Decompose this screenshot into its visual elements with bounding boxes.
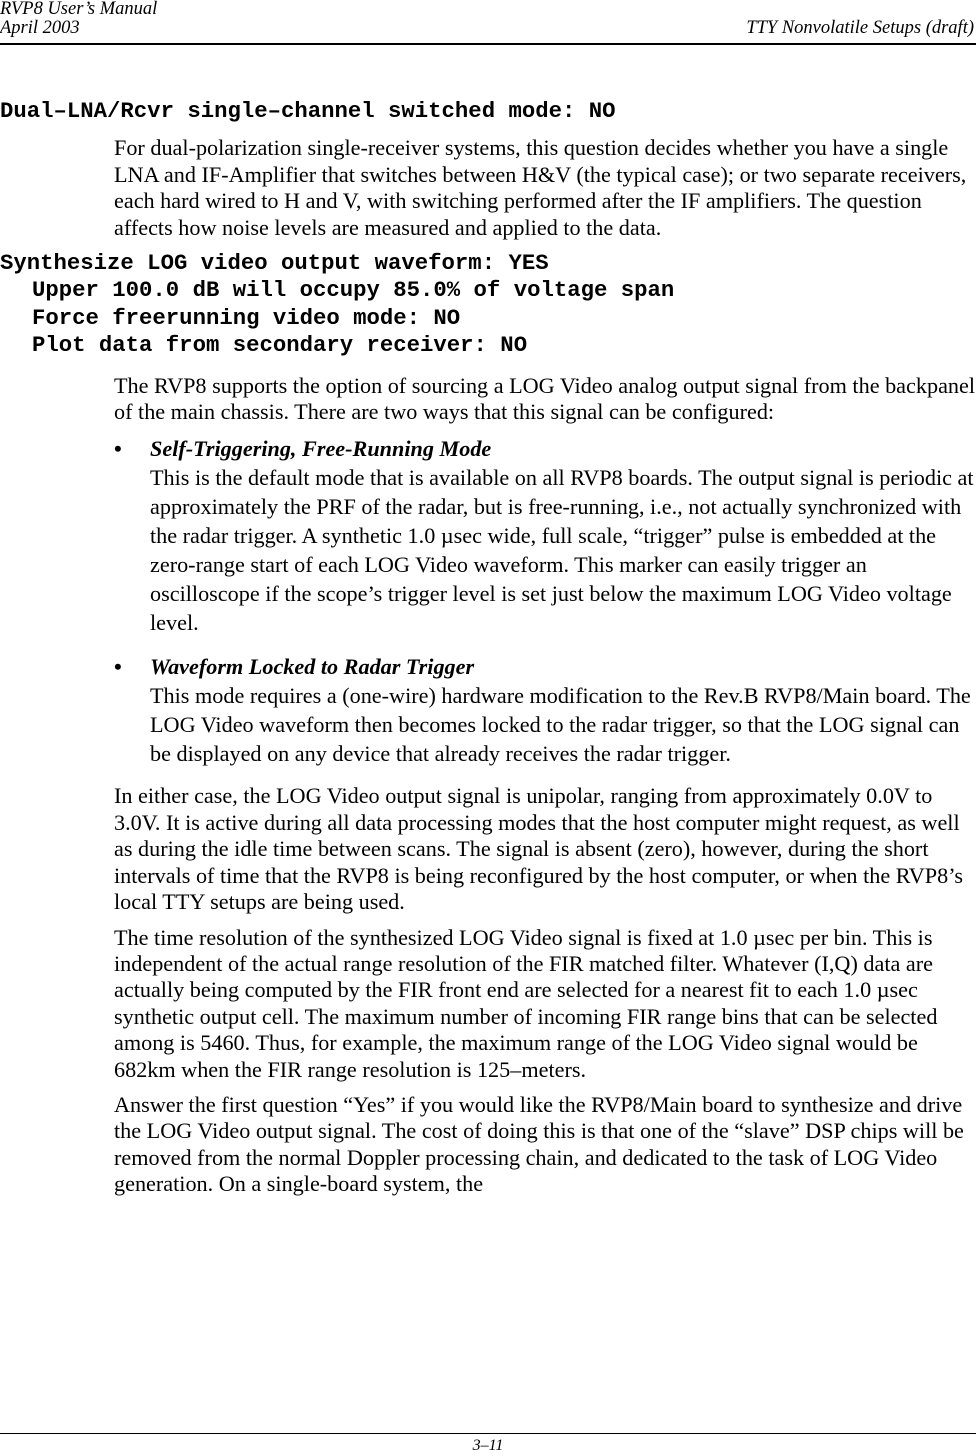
bullet-text: This mode requires a (one-wire) hardware modification to the Rev.B RVP8/Main board. The LOG Video waveform then becomes locked to the radar trigger, so that the LOG signal can be displayed on any device that already receives the radar trigger. (150, 683, 971, 767)
bullet-marker: • (114, 436, 122, 462)
setup-prompt-upper-db: Upper 100.0 dB will occupy 85.0% of voltage span (32, 277, 675, 304)
page-number: 3–11 (472, 1437, 504, 1454)
section-heading-dual-lna: Dual–LNA/Rcvr single–channel switched mode: NO (0, 98, 616, 124)
paragraph-answer: Answer the first question “Yes” if you would like the RVP8/Main board to synthesize and drive the LOG Video output signal. The cost of doing this is that one of the “slave” DSP chips will be removed from the normal Doppler processing chain, and dedicated to the task of LOG Video generation. On a single-board system, the (114, 1091, 964, 1197)
header-left (0, 0, 157, 38)
paragraph-dual-lna: For dual-polarization single-receiver systems, this question decides whether you have a single LNA and IF-Amplifier that switches between H&V (the typical case); or two separate receivers, each hard wired to H and V, with switching performed after the IF amplifiers. The question affects how noise levels are measured and applied to the data. (114, 135, 967, 240)
bullet-marker: • (114, 654, 122, 680)
bullet-item-waveform-locked (114, 652, 976, 768)
manual-title: RVP8 User’s Manual (0, 0, 158, 19)
bullet-text: This is the default mode that is available on all RVP8 boards. The output signal is periodic at approximately the PRF of the radar, but is free-running, i.e., not actually synchronized with the radar trigger. A synthetic 1.0 µsec wide, full scale, “trigger” pulse is embedded at the zero-range start of each LOG Video waveform. This marker can easily trigger an oscilloscope if the scope’s trigger level is set just below the maximum LOG Video voltage level. (150, 465, 974, 636)
chapter-title: TTY Nonvolatile Setups (draft) (746, 18, 974, 38)
bullet-title: Self-Triggering, Free-Running Mode (150, 436, 492, 462)
setup-prompt-freerunning: Force freerunning video mode: NO (32, 304, 461, 331)
section-heading-synthesize-log: Synthesize LOG video output waveform: YES (0, 250, 549, 277)
setup-prompt-secondary-receiver: Plot data from secondary receiver: NO (32, 332, 528, 359)
page-body (0, 98, 976, 1207)
footer-rule (0, 1433, 976, 1434)
setup-prompt-group (0, 250, 976, 360)
bullet-title: Waveform Locked to Radar Trigger (150, 654, 475, 680)
paragraph-time-resolution: The time resolution of the synthesized LOG Video signal is fixed at 1.0 µsec per bin. This is independent of the actual range resolution of the FIR matched filter. Whatever (I,Q) data are actually being computed by the FIR front end are selected for a nearest fit to each 1.0 µsec synthetic output cell. The maximum number of incoming FIR range bins that can be selected among is 5460. Thus, for example, the maximum range of the LOG Video signal would be 682km when the FIR range resolution is 125–meters. (114, 924, 938, 1082)
page-header (0, 0, 976, 44)
paragraph-log-intro: The RVP8 supports the option of sourcing a LOG Video analog output signal from the backpanel of the main chassis. There are two ways that this signal can be configured: (114, 372, 976, 425)
paragraph-either-case: In either case, the LOG Video output signal is unipolar, ranging from approximately 0.0V to 3.0V. It is active during all data processing modes that the host computer might request, as well as during the idle time between scans. The signal is absent (zero), however, during the short intervals of time that the RVP8 is being reconfigured by the host computer, or when the RVP8’s local TTY setups are being used. (114, 783, 964, 915)
manual-date: April 2003 (0, 18, 80, 38)
bullet-item-self-triggering (114, 434, 976, 637)
header-rule (0, 43, 976, 45)
